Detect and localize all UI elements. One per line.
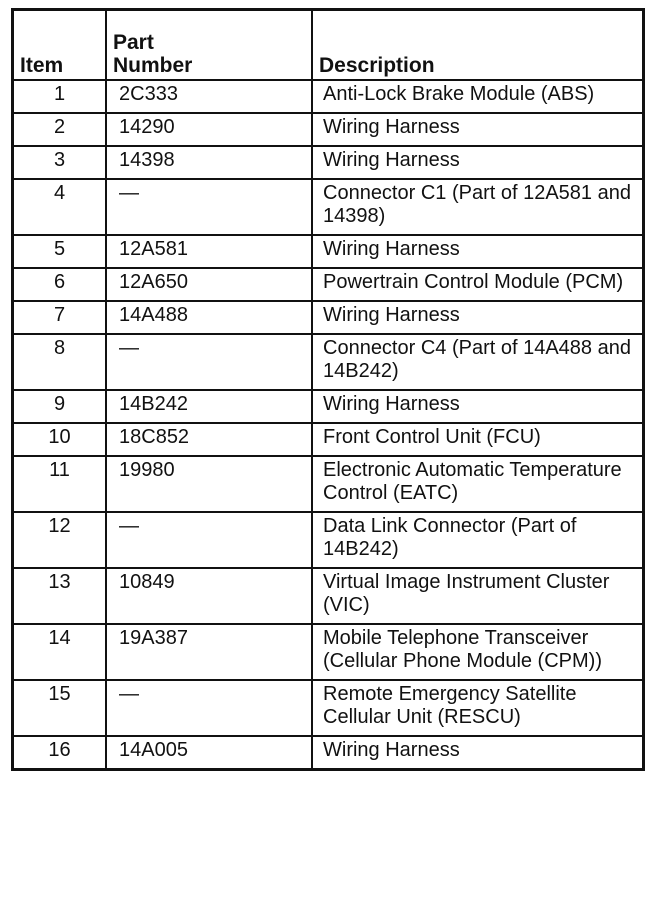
description-cell: Wiring Harness — [312, 146, 644, 179]
table-row — [13, 146, 644, 179]
part-number-cell: 14A005 — [106, 736, 312, 770]
item-cell: 11 — [13, 456, 107, 512]
part-number-cell: — — [106, 179, 312, 235]
part-number-cell: 12A581 — [106, 235, 312, 268]
table-row — [13, 624, 644, 680]
part-number-cell: 18C852 — [106, 423, 312, 456]
description-cell: Front Control Unit (FCU) — [312, 423, 644, 456]
part-number-cell: — — [106, 512, 312, 568]
part-number-cell: 14A488 — [106, 301, 312, 334]
item-cell: 12 — [13, 512, 107, 568]
table-row — [13, 268, 644, 301]
part-number-cell: 10849 — [106, 568, 312, 624]
table-row — [13, 680, 644, 736]
item-cell: 4 — [13, 179, 107, 235]
header-row — [13, 10, 644, 81]
item-cell: 6 — [13, 268, 107, 301]
part-number-column-header — [106, 10, 312, 81]
table-row — [13, 113, 644, 146]
table-row — [13, 456, 644, 512]
description-cell: Connector C4 (Part of 14A488 and 14B242) — [312, 334, 644, 390]
parts-table — [11, 8, 645, 771]
part-header-line2: Number — [113, 54, 193, 77]
table-row — [13, 179, 644, 235]
item-cell: 16 — [13, 736, 107, 770]
part-number-cell: 14290 — [106, 113, 312, 146]
part-header-line1: Part — [113, 31, 154, 54]
item-cell: 9 — [13, 390, 107, 423]
table-row — [13, 736, 644, 770]
description-cell: Wiring Harness — [312, 390, 644, 423]
item-cell: 15 — [13, 680, 107, 736]
item-cell: 5 — [13, 235, 107, 268]
description-cell: Anti-Lock Brake Module (ABS) — [312, 80, 644, 113]
item-cell: 10 — [13, 423, 107, 456]
item-column-header: Item — [13, 10, 107, 81]
item-cell: 1 — [13, 80, 107, 113]
item-cell: 7 — [13, 301, 107, 334]
table-row — [13, 423, 644, 456]
table-row — [13, 568, 644, 624]
description-cell: Wiring Harness — [312, 736, 644, 770]
part-number-cell: 14B242 — [106, 390, 312, 423]
table-row — [13, 390, 644, 423]
part-number-cell: 2C333 — [106, 80, 312, 113]
description-cell: Mobile Telephone Transceiver (Cellular Phone Module (CPM)) — [312, 624, 644, 680]
part-number-cell: 12A650 — [106, 268, 312, 301]
item-cell: 2 — [13, 113, 107, 146]
table-row — [13, 235, 644, 268]
item-cell: 3 — [13, 146, 107, 179]
item-cell: 13 — [13, 568, 107, 624]
description-cell: Remote Emergency Satellite Cellular Unit (RESCU) — [312, 680, 644, 736]
item-cell: 8 — [13, 334, 107, 390]
part-number-cell: 19A387 — [106, 624, 312, 680]
part-number-cell: 19980 — [106, 456, 312, 512]
description-cell: Data Link Connector (Part of 14B242) — [312, 512, 644, 568]
table-row — [13, 80, 644, 113]
description-cell: Powertrain Control Module (PCM) — [312, 268, 644, 301]
table-row — [13, 334, 644, 390]
part-number-cell: — — [106, 334, 312, 390]
description-cell: Connector C1 (Part of 12A581 and 14398) — [312, 179, 644, 235]
item-cell: 14 — [13, 624, 107, 680]
description-cell: Wiring Harness — [312, 113, 644, 146]
description-cell: Wiring Harness — [312, 235, 644, 268]
table-row — [13, 512, 644, 568]
description-column-header: Description — [312, 10, 644, 81]
part-number-cell: — — [106, 680, 312, 736]
table-row — [13, 301, 644, 334]
part-number-cell: 14398 — [106, 146, 312, 179]
description-cell: Virtual Image Instrument Cluster (VIC) — [312, 568, 644, 624]
description-cell: Wiring Harness — [312, 301, 644, 334]
description-cell: Electronic Automatic Temperature Control (EATC) — [312, 456, 644, 512]
